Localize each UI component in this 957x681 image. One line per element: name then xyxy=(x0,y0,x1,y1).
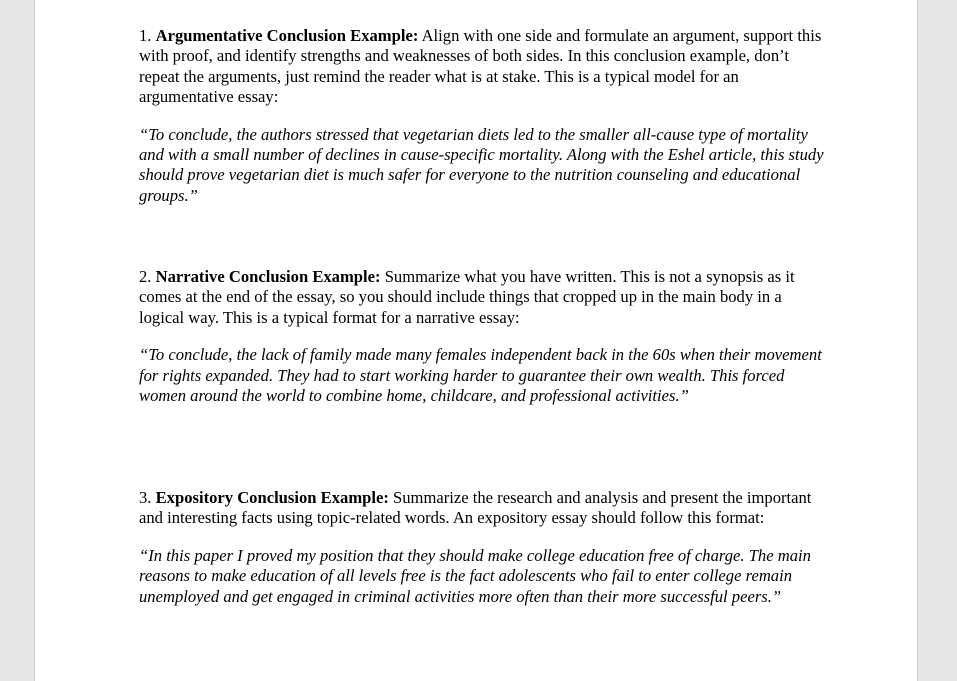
section-expository xyxy=(139,488,829,607)
section-paragraph xyxy=(139,267,829,328)
section-description: Summarize what you have written. This is not a synopsis as it comes at the end of the essay, so you should include things that cropped up in the main body in a logical way. This is a typical format for a narrative essay: xyxy=(139,267,795,327)
section-term: Argumentative Conclusion Example: xyxy=(155,26,419,45)
section-argumentative xyxy=(139,26,829,206)
section-number: 1. xyxy=(139,26,152,45)
section-narrative xyxy=(139,267,829,406)
section-paragraph xyxy=(139,26,829,108)
section-description: Summarize the research and analysis and present the important and interesting facts using topic-related words. An expository essay should follow this format: xyxy=(139,488,812,528)
document-page xyxy=(34,0,918,681)
section-paragraph xyxy=(139,488,829,529)
section-number: 2. xyxy=(139,267,152,286)
section-description: Align with one side and formulate an argument, support this with proof, and identify strengths and weaknesses of both sides. In this conclusion example, don’t repeat the arguments, just remind the reader what is at stake. This is a typical model for an argumentative essay: xyxy=(139,26,822,107)
section-quote: “To conclude, the lack of family made many females independent back in the 60s when their movement for rights expanded. They had to start working harder to guarantee their own wealth. This forced women around the world to combine home, childcare, and professional activities.” xyxy=(139,345,822,406)
section-quote: “To conclude, the authors stressed that vegetarian diets led to the smaller all-cause type of mortality and with a small number of declines in cause-specific mortality. Along with the Eshel article, this study should prove vegetarian diet is much safer for everyone to the nutrition counseling and educational groups.” xyxy=(139,124,824,205)
section-quote: “In this paper I proved my position that they should make college education free of charge. The main reasons to make education of all levels free is the fact adolescents who fail to enter college remain unemployed and get engaged in criminal activities more often than their more successful peers.” xyxy=(139,545,811,606)
section-term: Expository Conclusion Example: xyxy=(155,488,389,507)
section-term: Narrative Conclusion Example: xyxy=(155,267,381,286)
section-number: 3. xyxy=(139,488,152,507)
